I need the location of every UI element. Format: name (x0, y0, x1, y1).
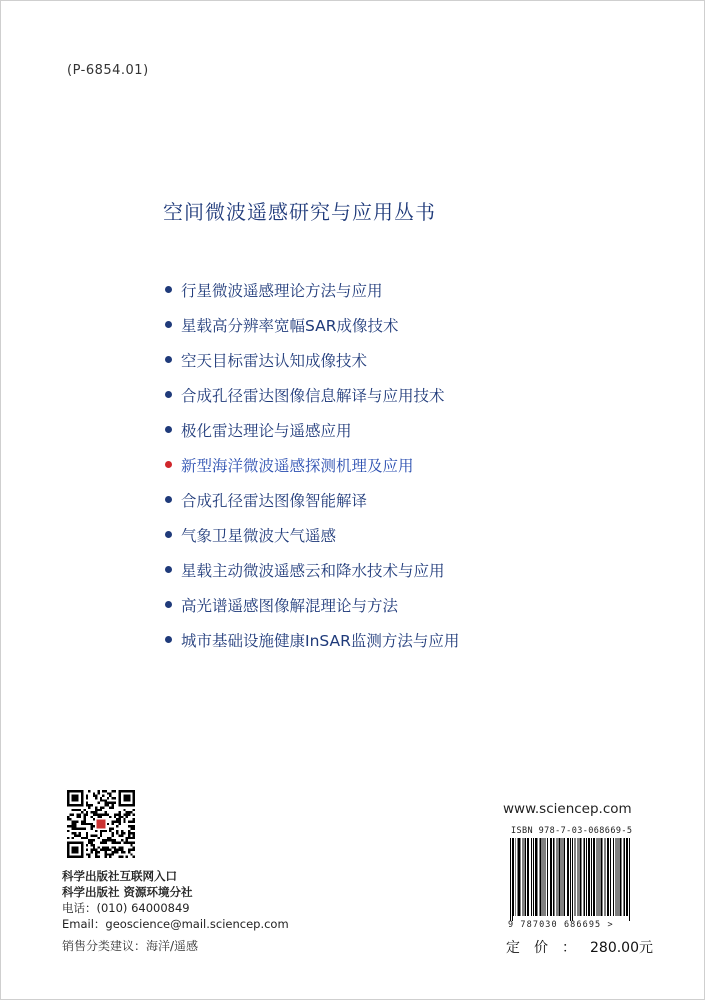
price-value: 280.00元 (590, 940, 653, 956)
list-item (163, 552, 459, 587)
book-title: 行星微波遥感理论方法与应用 (181, 281, 383, 300)
book-title: 新型海洋微波遥感探测机理及应用 (181, 456, 414, 475)
barcode-digits: 9 787030 686695 > (508, 920, 614, 930)
book-title: 极化雷达理论与遥感应用 (181, 421, 352, 440)
list-item (163, 377, 459, 412)
list-item (163, 307, 459, 342)
bullet-icon (165, 391, 172, 398)
publisher-branch: 科学出版社 资源环境分社 (62, 885, 193, 899)
list-item (163, 412, 459, 447)
book-title: 城市基础设施健康InSAR监测方法与应用 (181, 631, 460, 650)
price-label: 定价： (506, 940, 590, 956)
bullet-icon-current (165, 461, 172, 468)
isbn-number: ISBN 978-7-03-068669-5 (511, 826, 633, 836)
book-title: 高光谱遥感图像解混理论与方法 (181, 596, 399, 615)
book-title: 星载主动微波遥感云和降水技术与应用 (181, 561, 445, 580)
book-list (163, 272, 459, 657)
bullet-icon (165, 356, 172, 363)
catalog-code: (P-6854.01) (67, 63, 149, 78)
isbn-barcode-icon (510, 838, 631, 921)
list-item (163, 517, 459, 552)
bullet-icon (165, 636, 172, 643)
book-title: 气象卫星微波大气遥感 (181, 526, 337, 545)
book-title: 合成孔径雷达图像信息解译与应用技术 (181, 386, 445, 405)
book-title: 空天目标雷达认知成像技术 (181, 351, 368, 370)
bullet-icon (165, 426, 172, 433)
bullet-icon (165, 286, 172, 293)
list-item (163, 482, 459, 517)
list-item (163, 622, 459, 657)
series-title: 空间微波遥感研究与应用丛书 (163, 200, 436, 224)
price (506, 937, 653, 957)
book-title: 合成孔径雷达图像智能解译 (181, 491, 368, 510)
bullet-icon (165, 496, 172, 503)
book-title: 星载高分辨率宽幅SAR成像技术 (181, 316, 399, 335)
list-item (163, 272, 459, 307)
list-item (163, 587, 459, 622)
bullet-icon (165, 531, 172, 538)
website-url: www.sciencep.com (503, 801, 632, 817)
list-item-current-book (163, 447, 459, 482)
bullet-icon (165, 601, 172, 608)
bullet-icon (165, 321, 172, 328)
qr-code-icon[interactable] (67, 790, 135, 858)
publisher-email: Email：geoscience@mail.sciencep.com (62, 917, 289, 931)
list-item (163, 342, 459, 377)
publisher-info (62, 868, 289, 932)
bullet-icon (165, 566, 172, 573)
publisher-portal-label: 科学出版社互联网入口 (62, 869, 177, 883)
publisher-phone: 电话：(010) 64000849 (62, 901, 190, 915)
sales-category: 销售分类建议：海洋/遥感 (62, 939, 199, 953)
